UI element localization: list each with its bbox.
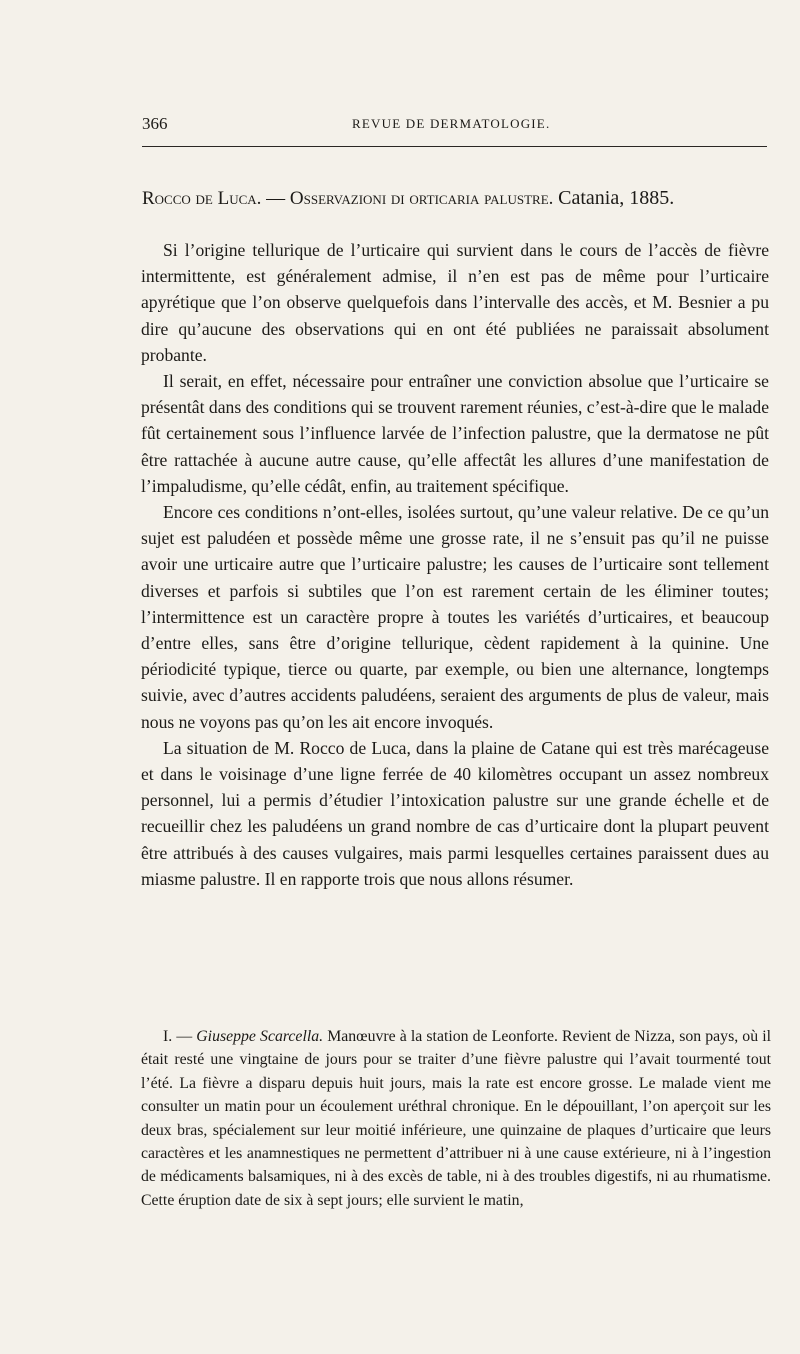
page-header [142, 114, 767, 136]
case-number: I. — [163, 1028, 193, 1045]
case-paragraph [141, 1025, 771, 1212]
running-head: REVUE DE DERMATOLOGIE. [352, 116, 551, 131]
paragraph: La situation de M. Rocco de Luca, dans la plaine de Catane qui est très marécageuse et dans le voisinage d’une ligne ferrée de 40 kilomètres occupant un assez nombreux personnel, lui a permis d’étudier l’intoxication palustre sur une grande échelle et de recueillir chez les paludéens un grand nombre de cas d’urticaire dont la plupart peuvent être attribués à des causes vulgaires, mais parmi lesquelles certaines paraissent dues au miasme palustre. Il en rapporte trois que nous allons résumer. [141, 737, 769, 889]
paragraph: Encore ces conditions n’ont-elles, isolées surtout, qu’une valeur relative. De ce qu’un sujet est paludéen et possède même une grosse rate, il ne s’ensuit pas qu’il ne puisse avoir une urticaire autre que l’urticaire palustre; les causes de l’urticaire sont tellement diverses et parfois si subtiles que l’on est rarement certain de les éliminer toutes; l’intermittence est un caractère propre à toutes les variétés d’urticaires, et beaucoup d’entre elles, sans être d’origine tellurique, cèdent rapidement à la quinine. Une périodicité typique, tierce ou quarte, par exemple, ou bien une alternance, longtemps suivie, avec d’autres accidents paludéens, seraient des arguments de plus de valeur, mais nous ne voyons pas qu’on les ait encore invoqués. [141, 502, 769, 732]
header-rule [142, 146, 767, 147]
case-report [141, 1025, 771, 1212]
paragraph: Si l’origine tellurique de l’urticaire qui survient dans le cours de l’accès de fièvre intermittente, est généralement admise, il n’en est pas de même pour l’urticaire apyrétique que l’on observe quelquefois dans l’intervalle des accès, et M. Besnier a pu dire qu’aucune des observations qui en ont été publiées ne paraissait absolument probante. [141, 240, 769, 365]
page-number: 366 [142, 114, 168, 133]
article-body [141, 237, 769, 892]
article-title [142, 186, 770, 211]
paragraph: Il serait, en effet, nécessaire pour entraîner une conviction absolue que l’urticaire se présentât dans des conditions qui se trouvent rarement réunies, c’est-à-dire que le malade fût certainement sous l’influence larvée de l’infection palustre, que la dermatose ne pût être rattachée à aucune autre cause, qu’elle affectât les allures d’une manifestation de l’impaludisme, qu’elle cédât, enfin, au traitement spécifique. [141, 371, 769, 496]
case-patient-name: Giuseppe Scarcella. [196, 1028, 324, 1045]
case-text: Manœuvre à la station de Leonforte. Revient de Nizza, son pays, où il était resté une vingtaine de jours pour se traiter d’une fièvre palustre qui l’avait tourmenté tout l’été. La fièvre a disparu depuis huit jours, mais la rate est encore grosse. Le malade vient me consulter un matin pour un écoulement uréthral chronique. En le dépouillant, l’on aperçoit sur les deux bras, spécialement sur leur moitié inférieure, une quinzaine de plaques d’urticaire que leurs caractères et les anamnestiques ne permettent d’attribuer ni à une cause extérieure, ni à l’ingestion de médicaments balsamiques, ni à des excès de table, ni à des troubles digestifs, ni au rhumatisme. Cette éruption date de six à sept jours; elle survient le matin, [141, 1028, 771, 1209]
article-title-main: Rocco de Luca. — Osservazioni di orticaria palustre. [142, 188, 554, 209]
article-title-place-date: Catania, 1885. [558, 187, 675, 209]
